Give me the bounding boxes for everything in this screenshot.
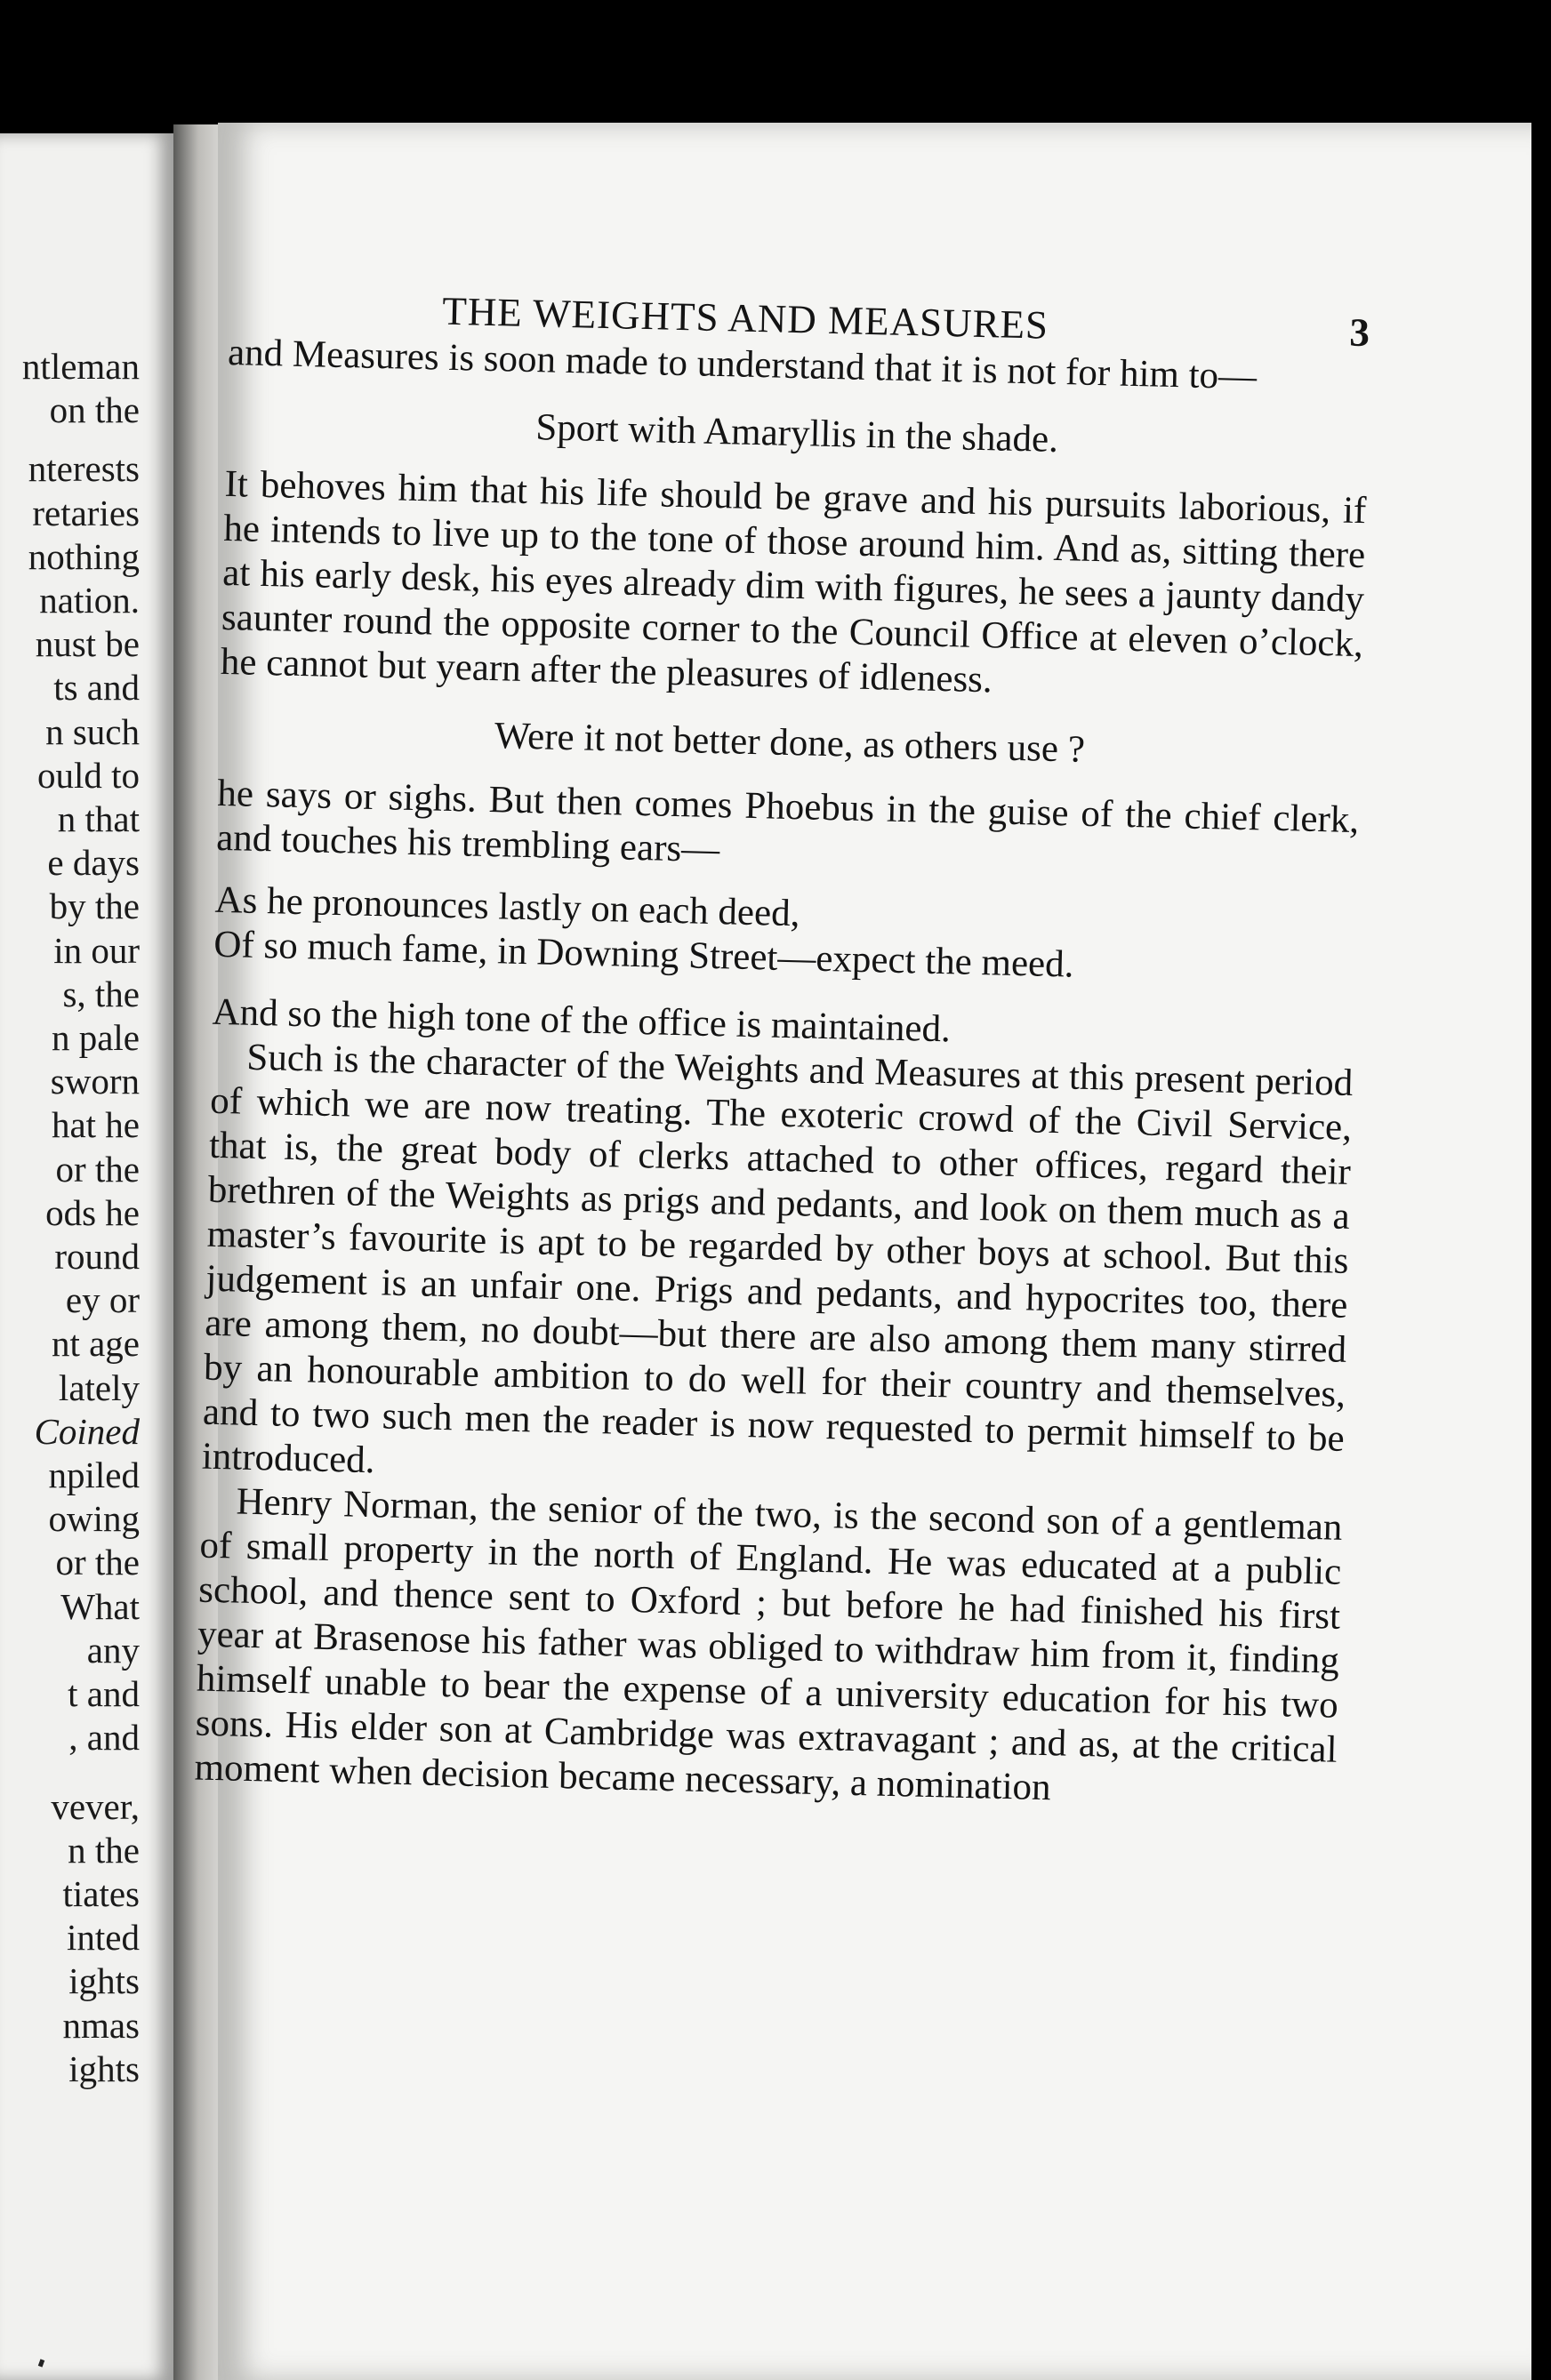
verse-3-line-1: As he pronounces lastly on each deed, bbox=[214, 878, 800, 935]
paragraph-6: Henry Norman, the senior of the two, is the second son of a gentleman of small property in the north of England. He was educated at a public school, and thence sent to Oxford ; but before he had finished his first year at Brasenose his father was obliged to withdraw him from it, finding himself unable to bear the expense of a university education for his two sons. His elder son at Cambridge was extravagant ; and as, at the critical moment when decision became necessary, a nomination bbox=[194, 1480, 1343, 1809]
left-page-line: tiates bbox=[62, 1872, 140, 1914]
left-page-line: in our bbox=[53, 929, 140, 971]
left-page-line: lately bbox=[58, 1366, 140, 1408]
left-facing-page bbox=[0, 133, 173, 2380]
left-page-line: What bbox=[60, 1585, 140, 1627]
page-text-block bbox=[194, 283, 1371, 1817]
left-page-line: , and bbox=[68, 1717, 140, 1759]
left-page-line: nust be bbox=[35, 623, 140, 665]
left-page-line: ould to bbox=[36, 754, 140, 796]
paragraph-5: Such is the character of the Weights and Measures at this present period of which we are now treating. The exoteric crowd of the Civil Service, that is, the great body of clerks attached to other offices, regard their brethren of the Weights as prigs and pedants, and look on them much as a master’s favourite is apt to be regarded by other boys at school. But this judgement is an unfair one. Prigs and pedants, and hypocrites too, there are among them, no doubt—but there are also among them many stirred by an honourable ambition to do well for their country and themselves, and to two such men the reader is now requested to permit himself to be introduced. bbox=[201, 1036, 1354, 1482]
left-page-line: or the bbox=[55, 1542, 140, 1583]
left-page-line: n that bbox=[57, 798, 140, 840]
left-page-line: on the bbox=[49, 389, 140, 431]
ink-mark bbox=[38, 2359, 44, 2367]
left-page-line: ts and bbox=[53, 667, 140, 709]
verse-quote-2: Were it not better done, as others use ? bbox=[494, 715, 1086, 771]
left-page-line: hat he bbox=[51, 1104, 140, 1146]
left-page-line: npiled bbox=[48, 1454, 140, 1496]
left-page-line: n pale bbox=[51, 1017, 140, 1059]
left-page-line: nterests bbox=[28, 448, 140, 490]
left-page-line: nt age bbox=[51, 1323, 140, 1365]
left-page-line: ights bbox=[68, 2047, 140, 2089]
running-head-title: THE WEIGHTS AND MEASURES bbox=[441, 288, 1049, 348]
paragraph-2: It behoves him that his life should be grave and his pursuits laborious, if he intends to live up to the tone of those around him. And as, sitting there at his early desk, his eyes already dim with figures, he sees a jaunty dandy saunter round the opposite corner to the Council Office at eleven o’clock, he cannot but yearn after the pleasures of idleness. bbox=[220, 462, 1367, 701]
paragraph-3: he says or sighs. But then comes Phoebus in the guise of the chief clerk, and touches his trembling ears— bbox=[215, 772, 1360, 871]
left-page-text bbox=[22, 345, 140, 2091]
left-page-line: ey or bbox=[65, 1279, 140, 1321]
left-page-line: owing bbox=[48, 1498, 140, 1540]
left-page-line: ods he bbox=[45, 1191, 140, 1233]
left-page-line: nation. bbox=[39, 580, 140, 621]
left-page-line: ntleman bbox=[21, 346, 140, 387]
verse-quote-3 bbox=[213, 878, 1357, 994]
verse-3-line-2: Of so much fame, in Downing Street—expect the meed. bbox=[213, 923, 1074, 986]
left-page-line: any bbox=[86, 1629, 140, 1671]
left-page-line: sworn bbox=[50, 1061, 140, 1102]
left-page-line: ights bbox=[68, 1960, 140, 2002]
paragraph-4: And so the high tone of the office is maintained. bbox=[212, 990, 952, 1051]
left-page-line: n the bbox=[68, 1829, 140, 1871]
left-page-line: retaries bbox=[32, 492, 140, 533]
left-page-line: e days bbox=[47, 842, 140, 884]
left-page-line: inted bbox=[67, 1917, 140, 1959]
left-page-line: t and bbox=[68, 1673, 140, 1715]
left-page-line: s, the bbox=[62, 973, 140, 1014]
paragraph-1: and Measures is soon made to understand that it is not for him to— bbox=[227, 331, 1258, 398]
left-page-line: vever, bbox=[51, 1785, 140, 1827]
left-page-line: by the bbox=[49, 885, 140, 927]
verse-quote-1: Sport with Amaryllis in the shade. bbox=[534, 406, 1059, 461]
left-page-line: or the bbox=[55, 1148, 140, 1190]
page-number: 3 bbox=[1348, 309, 1371, 356]
left-page-line: nothing bbox=[28, 535, 140, 577]
left-page-line: n such bbox=[45, 710, 140, 752]
left-page-line: Coined bbox=[34, 1410, 140, 1452]
left-page-line: round bbox=[54, 1236, 140, 1278]
left-page-line: nmas bbox=[62, 2004, 140, 2046]
